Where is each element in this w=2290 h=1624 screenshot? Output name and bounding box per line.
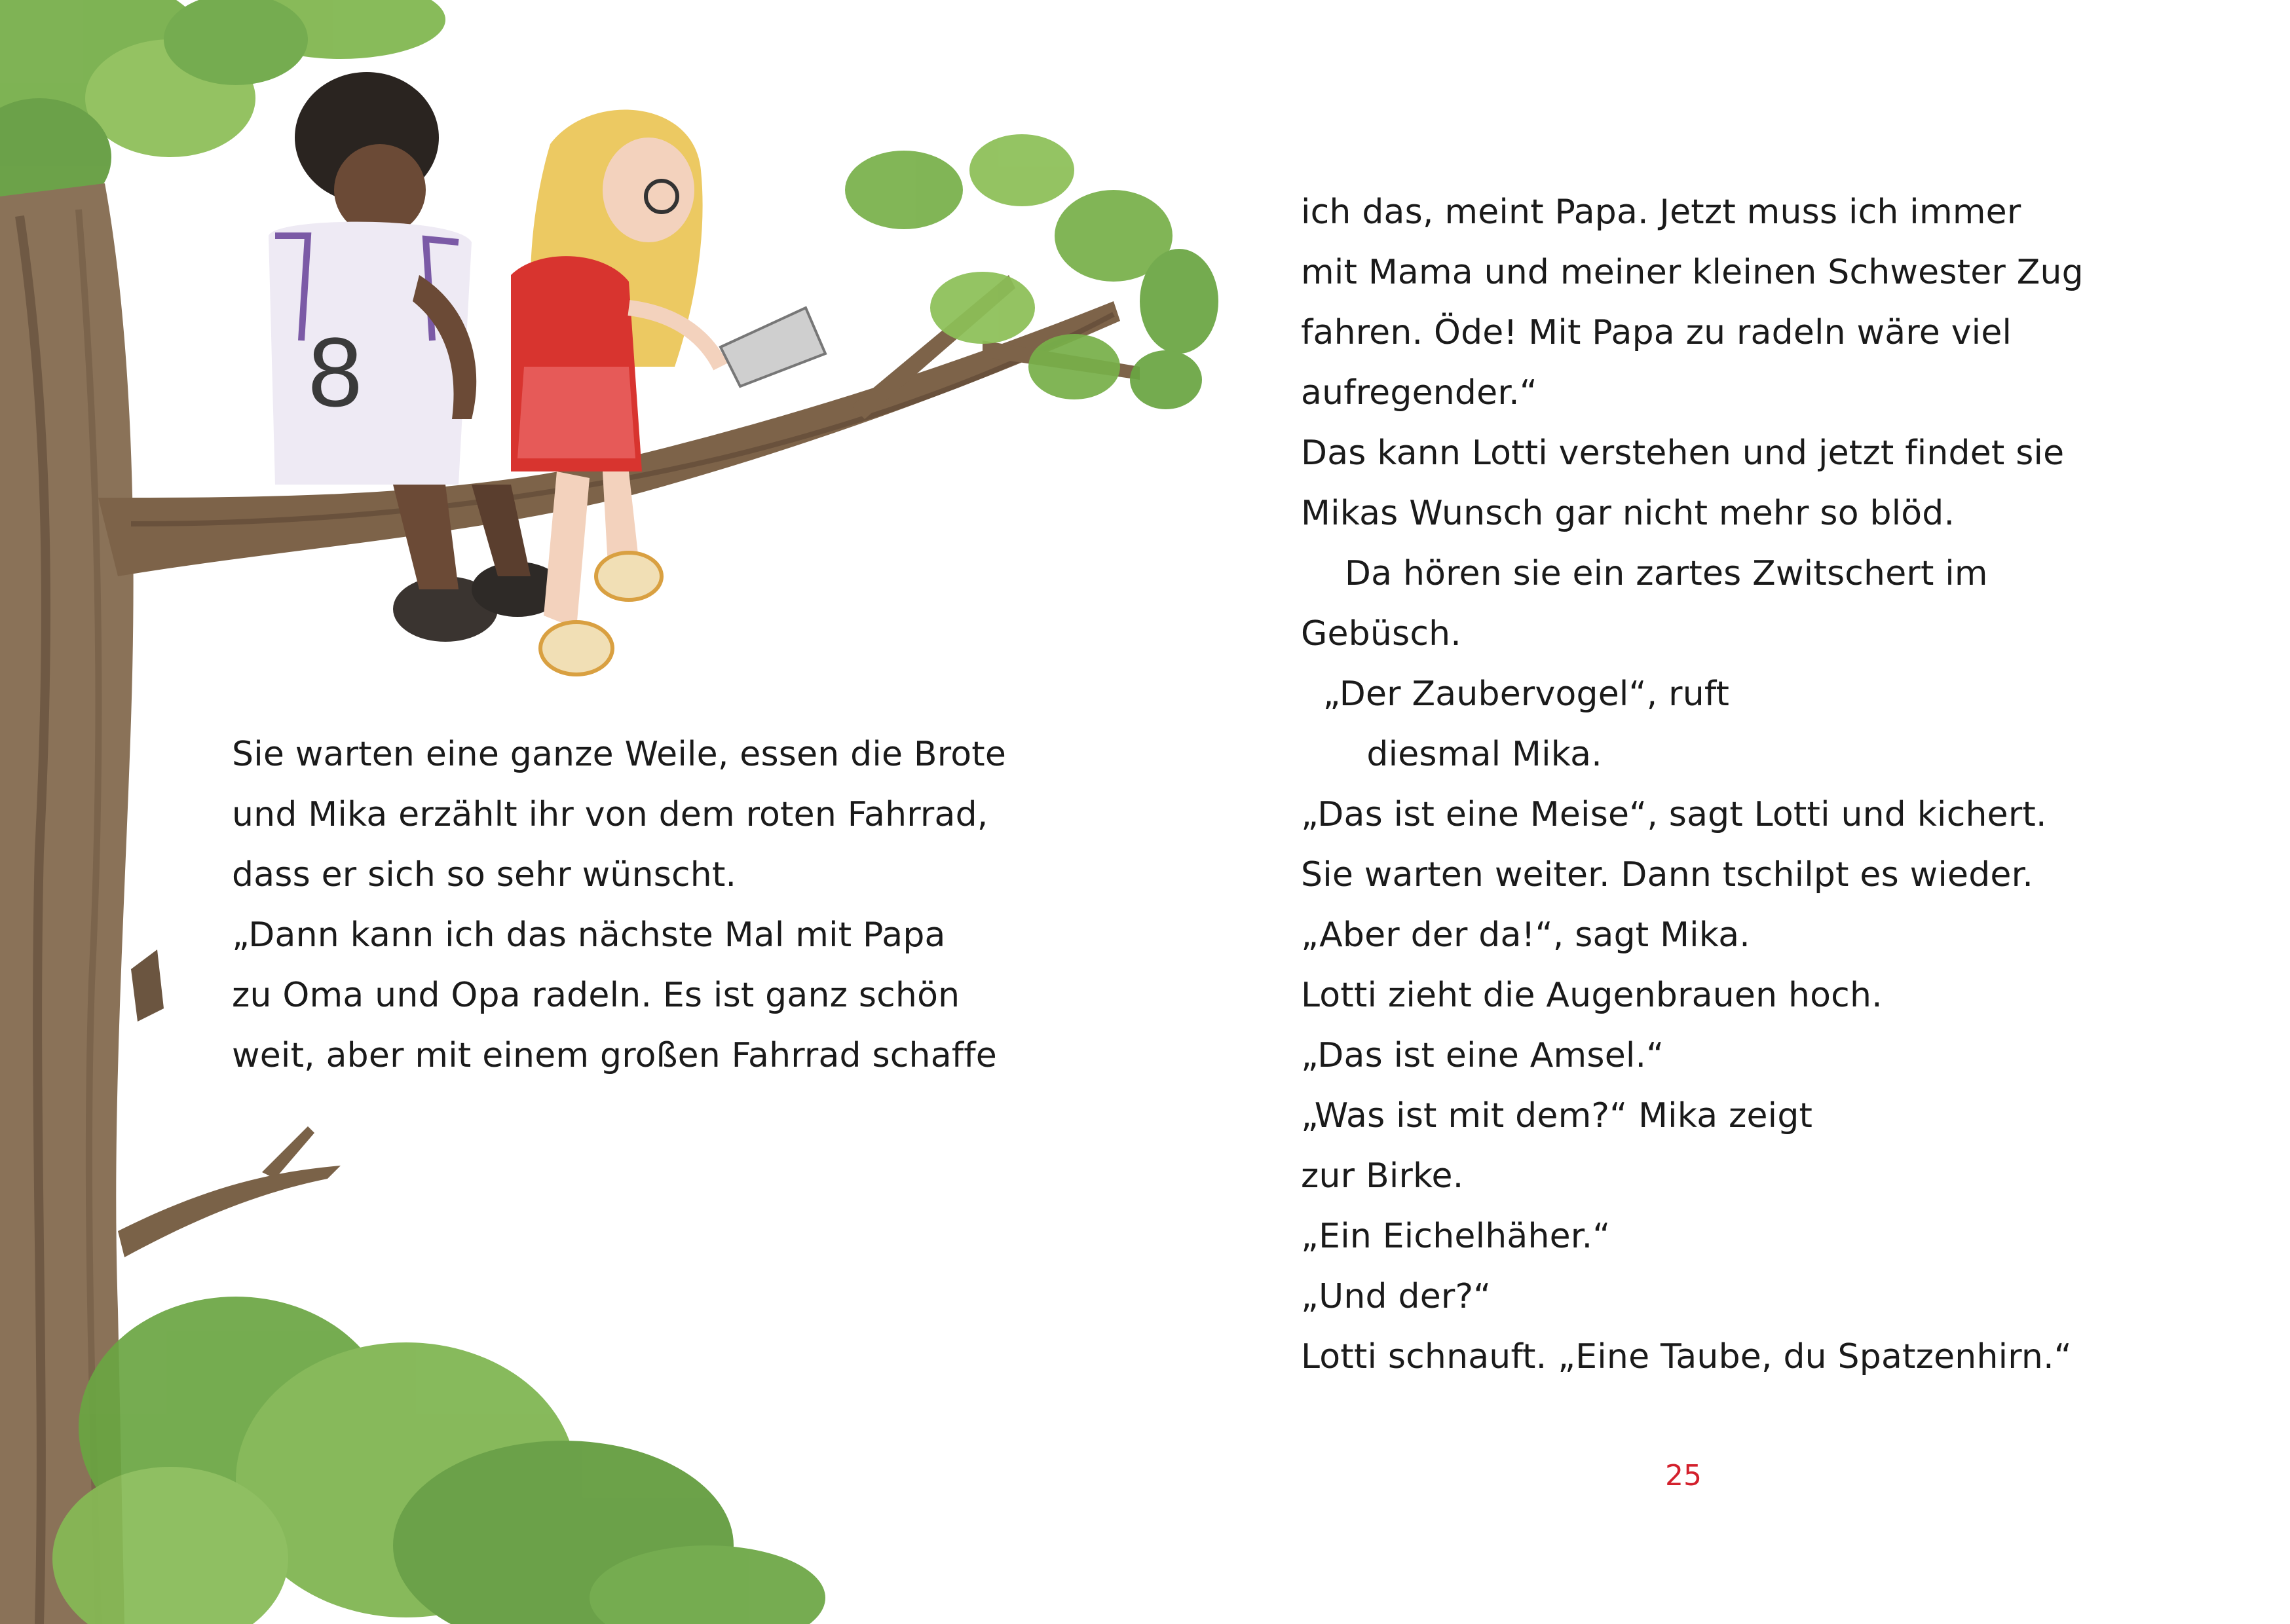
text-line: „Der Zaubervogel“, ruft xyxy=(1301,674,1730,714)
bottom-bush xyxy=(52,1297,825,1624)
left-text-column xyxy=(232,724,1006,1086)
text-line: weit, aber mit einem großen Fahrrad schaffe xyxy=(232,1036,997,1075)
text-line: „Was ist mit dem?“ Mika zeigt xyxy=(1301,1096,1813,1135)
text-line: zu Oma und Opa radeln. Es ist ganz schön xyxy=(232,976,960,1015)
page-number: 25 xyxy=(1665,1459,1702,1492)
right-text-column xyxy=(1301,182,2084,1387)
text-line: zur Birke. xyxy=(1301,1156,1464,1196)
text-line: aufregender.“ xyxy=(1301,373,1537,413)
text-line: „Und der?“ xyxy=(1301,1277,1492,1316)
text-line: fahren. Öde! Mit Papa zu radeln wäre viel xyxy=(1301,313,2012,352)
text-line: dass er sich so sehr wünscht. xyxy=(232,855,737,895)
text-line: Gebüsch. xyxy=(1301,614,1462,654)
text-line: diesmal Mika. xyxy=(1301,735,1602,774)
jersey-number: 8 xyxy=(308,317,363,427)
text-line: Das kann Lotti verstehen und jetzt findet sie xyxy=(1301,434,2065,473)
text-line: Sie warten eine ganze Weile, essen die Brote xyxy=(232,735,1007,774)
girl-figure xyxy=(511,110,825,674)
text-line: „Aber der da!“, sagt Mika. xyxy=(1301,915,1750,955)
text-line: und Mika erzählt ihr von dem roten Fahrrad, xyxy=(232,795,988,834)
text-line: „Das ist eine Amsel.“ xyxy=(1301,1036,1664,1075)
text-line: Lotti schnauft. „Eine Taube, du Spatzenhirn.“ xyxy=(1301,1337,2072,1376)
text-line: mit Mama und meiner kleinen Schwester Zug xyxy=(1301,253,2084,292)
text-line: Lotti zieht die Augenbrauen hoch. xyxy=(1301,976,1883,1015)
text-line: Da hören sie ein zartes Zwitschert im xyxy=(1301,554,1988,593)
text-line: „Das ist eine Meise“, sagt Lotti und kichert. xyxy=(1301,795,2047,834)
text-line: Mikas Wunsch gar nicht mehr so blöd. xyxy=(1301,494,1955,533)
text-line: „Dann kann ich das nächste Mal mit Papa xyxy=(232,915,946,955)
text-line: „Ein Eichelhäher.“ xyxy=(1301,1217,1611,1256)
text-line: ich das, meint Papa. Jetzt muss ich immer xyxy=(1301,193,2021,232)
text-line: Sie warten weiter. Dann tschilpt es wieder. xyxy=(1301,855,2034,895)
